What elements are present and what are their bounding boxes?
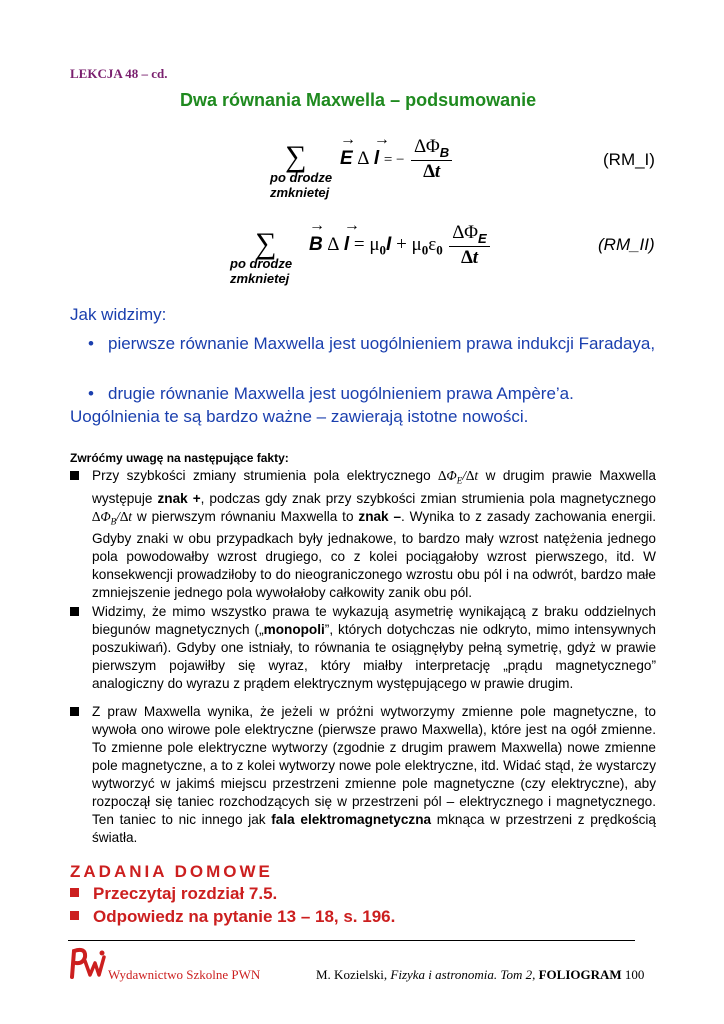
fact-text: Z praw Maxwella wynika, że jeżeli w próżni wytworzymy zmienne pole magnetyczne, to wywoła ono wirowe pole elektryczne (pierwsze prawo Maxwella), które jest na ogół zmienne. To zmienne pole elektryczne wytworzy (zgodnie z drugim prawem Maxwella) nowe zmienne pole magnetyczne, a to z kolei wytworzy nowe pole elektryczne, itd. Widać stąd, że wystarczy wytworzyć w jakimś miejscu przestrzeni zmienne pole magnetyczne (czy elektryczne), aby rozpoczął się taniec rozchodzących się w przestrzeni pól – elektrycznego i magnetycznego. Ten taniec to nic innego jak fala elektromagnetyczna mknąca w przestrzeni z prędkością światła.	[92, 704, 656, 845]
vector-e: → E	[340, 148, 353, 169]
bullet-text: drugie równanie Maxwella jest uogólnieniem prawa Ampère’a.	[108, 384, 574, 403]
publisher-name: Wydawnictwo Szkolne PWN	[108, 967, 261, 982]
square-bullet-icon	[70, 607, 79, 616]
intro-conclusion: Uogólnienia te są bardzo ważne – zawierają istotne nowości.	[70, 407, 529, 426]
fact-text: Przy szybkości zmiany strumienia pola elektrycznego $\Delta\Phi_E/\Delta t$ w drugim prawie Maxwella występuje znak +, podczas gdy znak przy szybkości zmian strumienia pola magnetycznego $\Delta\Phi_B/\Delta t$ w pierwszym równaniu Maxwella to znak –. Wynika to z zasady zachowania energii. Gdyby znaki w obu przypadkach były jednakowe, to bardzo mały wzrost natężenia jednego pola powodowałby wzrost drugiego, co z kolei pociągałoby wzrost pierwszego, itd. W konsekwencji prowadziłoby to do nieograniczonego wzrostu obu pól i na odwrót, bardzo małe zmniejszenie jednego pola wywołałoby całkowity zanik obu pól.	[92, 468, 657, 601]
vector-l: → l	[344, 234, 349, 255]
page-title: Dwa równania Maxwella – podsumowanie	[180, 90, 537, 110]
square-bullet-icon	[70, 471, 79, 480]
equals-minus: = −	[383, 151, 405, 168]
fraction-denominator: ∆t	[449, 246, 489, 269]
homework-item-text: Odpowiedz na pytanie 13 – 18, s. 196.	[93, 907, 396, 926]
homework-item	[70, 884, 277, 904]
square-bullet-icon	[70, 888, 79, 897]
bullet-item	[88, 383, 658, 405]
fact-item	[70, 467, 656, 602]
sum-symbol: ∑	[255, 227, 277, 260]
fraction-numerator: ∆Φ	[452, 222, 478, 243]
fact-item	[70, 603, 656, 693]
numerator-subscript: E	[477, 230, 487, 246]
fraction-numerator: ∆Φ	[414, 136, 440, 157]
footer-divider	[68, 940, 635, 941]
plus-mu-zero: + μ	[396, 233, 422, 255]
sum-subscript-line2: zmknietej	[270, 185, 330, 200]
square-bullet-icon	[70, 911, 79, 920]
fraction-denominator: ∆t	[411, 160, 452, 183]
facts-heading: Zwróćmy uwagę na następujące fakty:	[70, 451, 289, 465]
delta-operator: ∆	[327, 233, 340, 255]
homework-heading: ZADANIA DOMOWE	[70, 862, 273, 881]
sum-subscript-line1: po drodze	[270, 170, 333, 185]
pwn-logo-icon	[68, 947, 106, 979]
homework-item	[70, 907, 395, 927]
epsilon-subscript: 0	[436, 242, 443, 258]
bullet-item	[88, 333, 658, 355]
epsilon: ε	[428, 233, 437, 255]
fact-item	[70, 703, 656, 847]
equation-body	[340, 136, 454, 183]
numerator-subscript: B	[439, 144, 450, 160]
mu-zero-subscript: 0	[379, 242, 387, 258]
sum-symbol: ∑	[285, 140, 307, 173]
fact-text: Widzimy, że mimo wszystko prawa te wykazują asymetrię wynikającą z braku oddzielnych biegunów magnetycznych („monopoli”, których dotychczas nie odkryto, mimo intensywnych poszukiwań). Gdyby one istniały, to równania te osiągnęłyby pełną symetrię, gdyż w prawie pierwszym pojawiłby się wyraz, który miałby interpretację „prądu magnetycznego” analogiczny do wyrazu z prądem elektrycznym występującego w prawie drugim.	[92, 604, 656, 691]
intro-heading: Jak widzimy:	[70, 305, 167, 324]
bullet-dot-icon: •	[88, 384, 94, 403]
mu-zero-subscript: 0	[421, 242, 429, 258]
mu-zero: = μ	[353, 233, 380, 255]
equation-label: (RM_II)	[598, 235, 655, 254]
current-i: I	[386, 233, 392, 255]
delta-operator: ∆	[357, 147, 370, 169]
vector-b: → B	[309, 234, 323, 255]
book-citation: M. Kozielski, Fizyka i astronomia. Tom 2, FOLIOGRAM 100	[316, 967, 645, 982]
fraction	[449, 222, 489, 269]
sum-subscript-line2: zmknietej	[230, 271, 290, 286]
equation-body	[309, 222, 492, 269]
fraction	[411, 136, 452, 183]
sum-subscript-line1: po drodze	[230, 256, 293, 271]
equation-label: (RM_I)	[603, 150, 655, 169]
square-bullet-icon	[70, 707, 79, 716]
bullet-dot-icon: •	[88, 334, 94, 353]
bullet-text: pierwsze równanie Maxwella jest uogólnieniem prawa indukcji Faradaya,	[108, 334, 656, 353]
vector-l: → l	[374, 148, 379, 169]
homework-item-text: Przeczytaj rozdział 7.5.	[93, 884, 278, 903]
lesson-number: LEKCJA 48 – cd.	[70, 66, 168, 81]
